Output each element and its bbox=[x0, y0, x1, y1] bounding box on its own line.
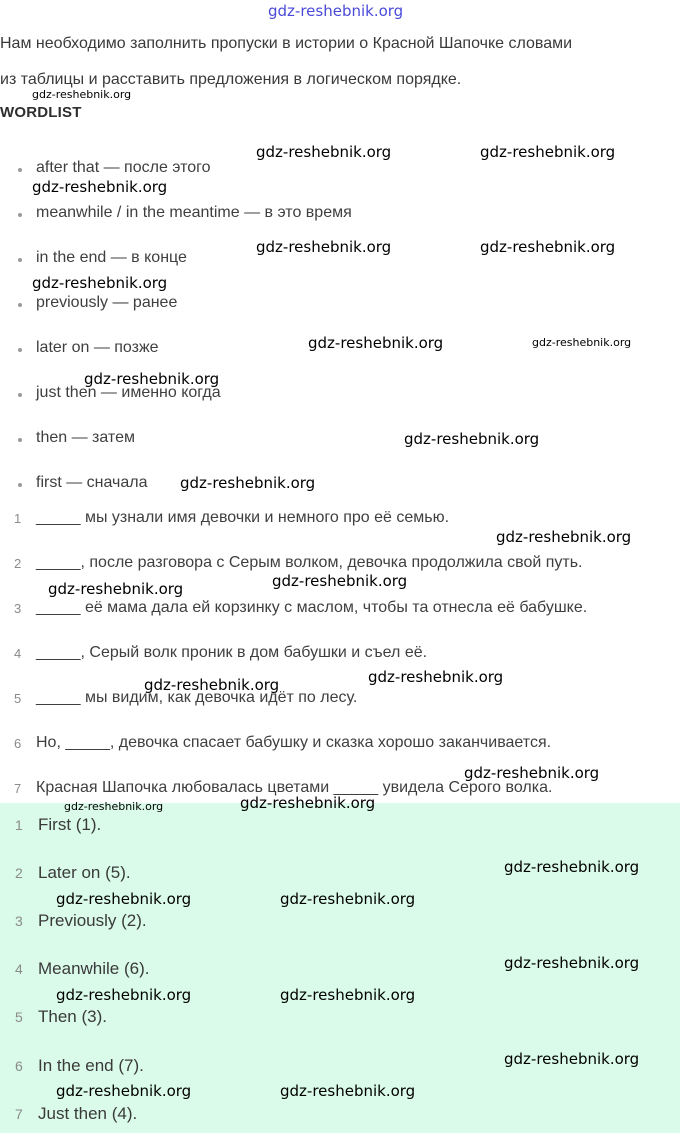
wordlist-item: just then — именно когда bbox=[18, 382, 221, 404]
watermark: gdz-reshebnik.org bbox=[272, 572, 408, 590]
watermark: gdz-reshebnik.org bbox=[280, 1082, 416, 1100]
bullet-icon bbox=[18, 258, 22, 262]
wordlist-item: then — затем bbox=[18, 427, 135, 449]
watermark-top: gdz-reshebnik.org bbox=[268, 2, 404, 20]
watermark: gdz-reshebnik.org bbox=[532, 336, 632, 349]
watermark: gdz-reshebnik.org bbox=[504, 954, 640, 972]
intro-line-1: Нам необходимо заполнить пропуски в истории о Красной Шапочке словами bbox=[0, 35, 573, 52]
watermark: gdz-reshebnik.org bbox=[496, 528, 632, 546]
answer-item: 6 In the end (7). bbox=[15, 1056, 144, 1075]
watermark: gdz-reshebnik.org bbox=[32, 88, 132, 101]
bullet-icon bbox=[18, 303, 22, 307]
task-item: 3 _____ её мама дала ей корзинку с маслом, чтобы та отнесла её бабушке. bbox=[14, 599, 588, 616]
watermark: gdz-reshebnik.org bbox=[56, 986, 192, 1004]
answer-item: 7 Just then (4). bbox=[15, 1104, 138, 1123]
watermark: gdz-reshebnik.org bbox=[280, 986, 416, 1004]
watermark: gdz-reshebnik.org bbox=[180, 474, 316, 492]
wordlist-item: previously — ранее bbox=[18, 292, 177, 314]
task-item: 4 _____, Серый волк проник в дом бабушки и съел её. bbox=[14, 644, 428, 661]
watermark: gdz-reshebnik.org bbox=[504, 858, 640, 876]
answer-item: 4 Meanwhile (6). bbox=[15, 959, 150, 978]
watermark: gdz-reshebnik.org bbox=[404, 430, 540, 448]
watermark: gdz-reshebnik.org bbox=[480, 143, 616, 161]
answer-item: 1 First (1). bbox=[15, 815, 102, 834]
watermark: gdz-reshebnik.org bbox=[56, 1082, 192, 1100]
watermark: gdz-reshebnik.org bbox=[48, 580, 184, 598]
answer-item: 2 Later on (5). bbox=[15, 863, 131, 882]
watermark: gdz-reshebnik.org bbox=[56, 890, 192, 908]
task-item: 2 _____, после разговора с Серым волком, девочка продолжила свой путь. bbox=[14, 554, 583, 571]
watermark: gdz-reshebnik.org bbox=[84, 370, 220, 388]
wordlist-item: first — сначала bbox=[18, 472, 148, 494]
answer-item: 5 Then (3). bbox=[15, 1007, 107, 1026]
watermark: gdz-reshebnik.org bbox=[280, 890, 416, 908]
task-item: 5 _____ мы видим, как девочка идёт по лесу. bbox=[14, 689, 358, 706]
bullet-icon bbox=[18, 438, 22, 442]
watermark: gdz-reshebnik.org bbox=[32, 274, 168, 292]
task-item: 6 Но, _____, девочка спасает бабушку и сказка хорошо заканчивается. bbox=[14, 734, 552, 751]
bullet-icon bbox=[18, 483, 22, 487]
watermark: gdz-reshebnik.org bbox=[64, 800, 164, 813]
watermark: gdz-reshebnik.org bbox=[308, 334, 444, 352]
task-item: 1 _____ мы узнали имя девочки и немного про её семью. bbox=[14, 509, 450, 526]
bullet-icon bbox=[18, 168, 22, 172]
wordlist-heading: WORDLIST bbox=[0, 104, 82, 121]
watermark: gdz-reshebnik.org bbox=[240, 794, 376, 812]
wordlist-item: meanwhile / in the meantime — в это время bbox=[18, 202, 352, 224]
watermark: gdz-reshebnik.org bbox=[464, 764, 600, 782]
intro-line-2: из таблицы и расставить предложения в логическом порядке. bbox=[0, 71, 462, 88]
wordlist-item: later on — позже bbox=[18, 337, 159, 359]
wordlist-item: after that — после этого bbox=[18, 157, 211, 179]
watermark: gdz-reshebnik.org bbox=[32, 178, 168, 196]
watermark: gdz-reshebnik.org bbox=[368, 668, 504, 686]
bullet-icon bbox=[18, 348, 22, 352]
watermark: gdz-reshebnik.org bbox=[480, 238, 616, 256]
watermark: gdz-reshebnik.org bbox=[504, 1050, 640, 1068]
watermark: gdz-reshebnik.org bbox=[256, 238, 392, 256]
answer-item: 3 Previously (2). bbox=[15, 911, 147, 930]
bullet-icon bbox=[18, 213, 22, 217]
task-item: 7 Красная Шапочка любовалась цветами _____ увидела Серого волка. bbox=[14, 779, 553, 796]
bullet-icon bbox=[18, 393, 22, 397]
watermark: gdz-reshebnik.org bbox=[144, 676, 280, 694]
watermark: gdz-reshebnik.org bbox=[256, 143, 392, 161]
wordlist-item: in the end — в конце bbox=[18, 247, 187, 269]
